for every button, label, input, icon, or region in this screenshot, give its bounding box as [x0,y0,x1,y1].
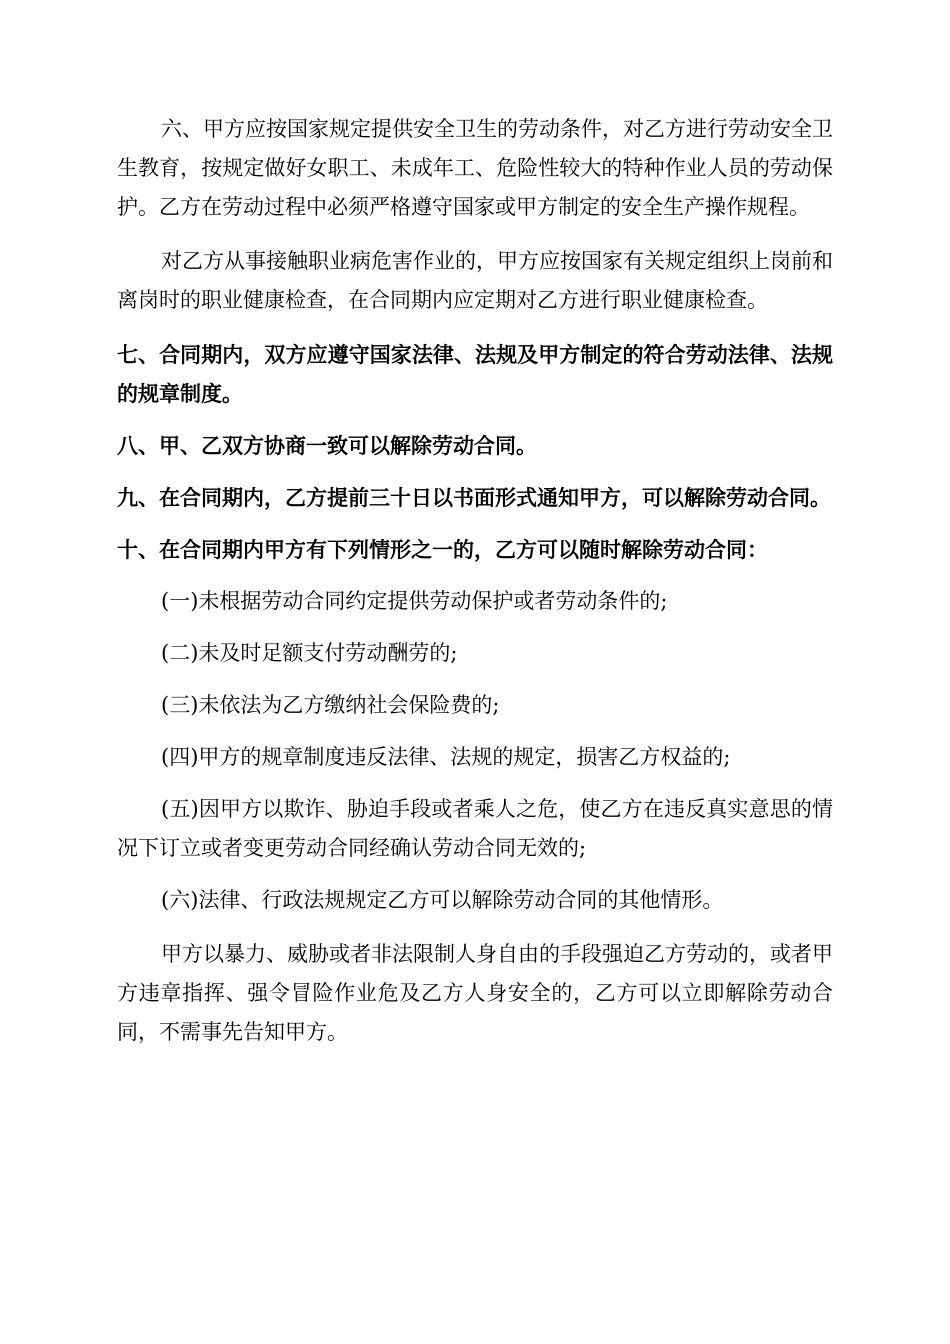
clause-10-item-6: (六)法律、行政法规规定乙方可以解除劳动合同的其他情形。 [161,888,724,912]
clause-6-paragraph: 六、甲方应按国家规定提供安全卫生的劳动条件，对乙方进行劳动安全卫生教育，按规定做好女职工、未成年工、危险性较大的特种作业人员的劳动保护。乙方在劳动过程中必须严格遵守国家或甲方制定的安全生产操作规程。 [117,117,833,219]
clause-8-heading: 八、甲、乙双方协商一致可以解除劳动合同。 [117,433,537,458]
document-page [117,110,833,1052]
occupational-health-paragraph: 对乙方从事接触职业病危害作业的，甲方应按国家有关规定组织上岗前和离岗时的职业健康检查，在合同期内应定期对乙方进行职业健康检查。 [117,249,833,312]
clause-10-heading: 十、在合同期内甲方有下列情形之一的，乙方可以随时解除劳动合同： [117,537,768,562]
clause-10-item-4: (四)甲方的规章制度违反法律、法规的规定，损害乙方权益的; [161,745,731,769]
clause-9-heading: 九、在合同期内，乙方提前三十日以书面形式通知甲方，可以解除劳动合同。 [117,485,831,510]
clause-10-item-1: (一)未根据劳动合同约定提供劳动保护或者劳动条件的; [161,589,668,613]
clause-10-item-2: (二)未及时足额支付劳动酬劳的; [161,641,458,665]
immediate-termination-paragraph: 甲方以暴力、威胁或者非法限制人身自由的手段强迫乙方劳动的，或者甲方违章指挥、强令冒险作业危及乙方人身安全的，乙方可以立即解除劳动合同，不需事先告知甲方。 [117,942,833,1044]
clause-10-item-3: (三)未依法为乙方缴纳社会保险费的; [161,693,500,717]
clause-7-heading: 七、合同期内，双方应遵守国家法律、法规及甲方制定的符合劳动法律、法规的规章制度。 [117,342,833,406]
clause-10-item-5: (五)因甲方以欺诈、胁迫手段或者乘人之危，使乙方在违反真实意思的情况下订立或者变更劳动合同经确认劳动合同无效的; [117,797,833,860]
